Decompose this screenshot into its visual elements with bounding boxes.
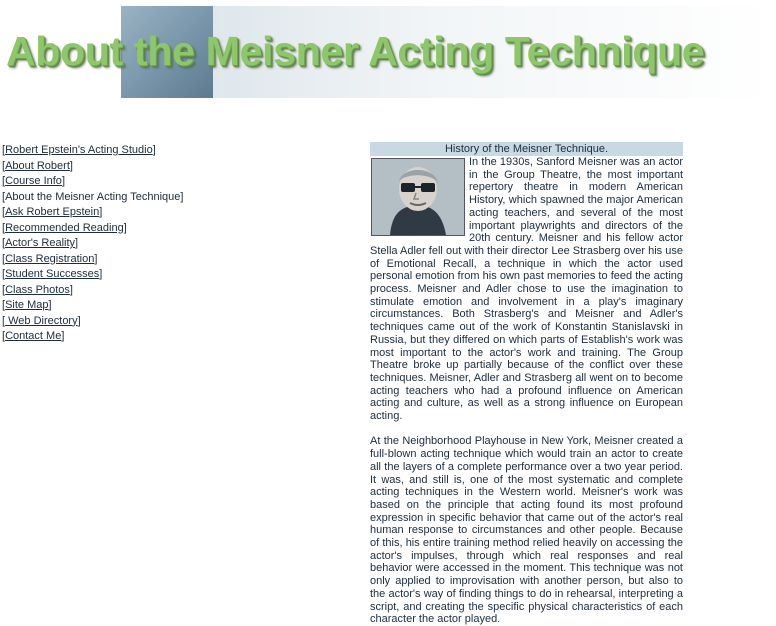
nav-current-meisner-technique: About the Meisner Acting Technique	[5, 190, 181, 203]
nav-link-recommended-reading[interactable]: Recommended Reading	[5, 221, 124, 234]
nav-link-course-info[interactable]: Course Info	[5, 175, 62, 187]
nav-item-web-directory: [ Web Directory]	[2, 314, 81, 327]
nav-item-acting-studio: [Robert Epstein's Acting Studio]	[2, 144, 156, 156]
nav-item-site-map: [Site Map]	[2, 299, 52, 311]
article-body	[370, 156, 683, 626]
article-header: History of the Meisner Technique.	[370, 142, 683, 156]
nav-link-about-robert[interactable]: About Robert	[5, 159, 70, 172]
nav-link-actors-reality[interactable]: Actor's Reality	[5, 237, 76, 249]
portrait-photo-icon	[371, 158, 465, 236]
article-paragraph-1: In the 1930s, Sanford Meisner was an actor in the Group Theatre, the most important repertory theatre in modern American History, which spawned the major American acting teachers, and several of the most important playwrights and directors of the 20th century. Meisner and his fellow actor Stella Adler fell out with their director Lee Strasberg over his use of Emotional Recall, a technique in which the actor used personal emotion from his own past memories to feed the acting process. Meisner and Adler chose to use the imagination to stimulate emotion and involvement in a play's imaginary circumstances. Both Strasberg's and Meisner and Adler's techniques came out of the work of Konstantin Stanislavski in Russia, but they differed on which parts of Establish's work was most important to the actor's work and training. The Group Theatre broke up partially because of the conflict over these techniques. Meisner, Adler and Strasberg all went on to become acting teachers who had a profound influence on American acting and culture, as well as a strong influence on European acting.	[370, 156, 683, 423]
nav-item-contact-me: [Contact Me]	[2, 330, 65, 342]
nav-link-contact-me[interactable]: Contact Me	[5, 330, 62, 342]
nav-item-recommended-reading: [Recommended Reading]	[2, 221, 127, 234]
nav-item-actors-reality: [Actor's Reality]	[2, 237, 79, 249]
nav-item-class-registration: [Class Registration]	[2, 252, 98, 265]
nav-item-class-photos: [Class Photos]	[2, 283, 73, 296]
nav-link-acting-studio[interactable]: Robert Epstein's Acting Studio	[5, 144, 153, 156]
article-paragraph-2: At the Neighborhood Playhouse in New York, Meisner created a full-blown acting technique which would train an actor to create all the layers of a complete performance over a two year period. It was, and still is, one of the most systematic and complete acting techniques in the Western world. Meisner's work was based on the principle that acting found its most profound expression in specific behavior that came out of the actor's real human response to circumstances and other people. Because of this, his entire training method relied heavily on accessing the actor's impulses, through which real responses and real behavior were accessed in the moment. This technique was not only applied to improvisation with another person, but also to the actor's way of finding things to do in rehearsal, interpreting a script, and creating the specific physical characteristics of each character the actor played.	[370, 435, 683, 626]
nav-item-meisner-technique: [About the Meisner Acting Technique]	[2, 190, 184, 203]
nav-link-site-map[interactable]: Site Map	[5, 299, 49, 311]
nav-item-student-successes: [Student Successes]	[2, 268, 103, 280]
nav-link-ask-robert[interactable]: Ask Robert Epstein	[5, 206, 100, 218]
nav-link-web-directory[interactable]: Web Directory	[5, 314, 78, 327]
article	[370, 142, 683, 626]
nav-item-ask-robert: [Ask Robert Epstein]	[2, 206, 103, 218]
nav-item-about-robert: [About Robert]	[2, 159, 73, 172]
nav-link-class-registration[interactable]: Class Registration	[5, 252, 95, 265]
nav-link-student-successes[interactable]: Student Successes	[5, 268, 100, 280]
site-nav	[2, 143, 262, 345]
nav-link-class-photos[interactable]: Class Photos	[5, 283, 70, 296]
page-banner	[0, 0, 776, 100]
nav-item-course-info: [Course Info]	[2, 175, 65, 187]
page-title: About the Meisner Acting Technique	[6, 28, 705, 74]
